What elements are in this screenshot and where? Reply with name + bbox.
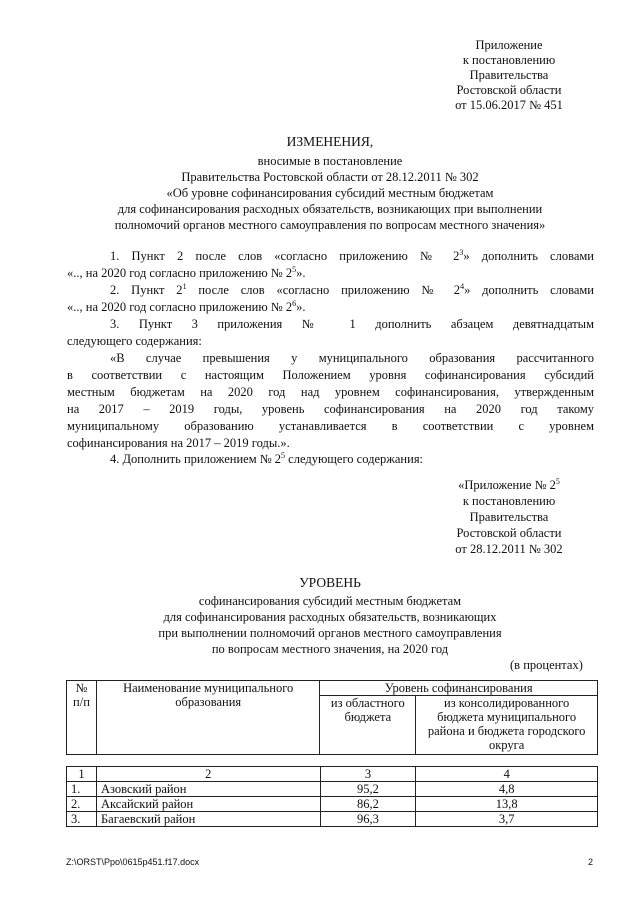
item-2-line: «.., на 2020 год согласно приложению № $2^6$». [67,298,306,314]
column-number: 4 [416,767,598,782]
appendix-header-line: к постановлению [462,53,556,67]
item-2-line: 2. Пункт $2^1$ после слов «согласно приложению № $2^4$» дополнить словами [110,281,594,297]
appendix-header-line: Ростовской области [456,83,562,97]
appendix-2-header-line: к постановлению [462,494,556,508]
title-line: для софинансирования расходных обязательств, возникающих при выполнении [117,202,543,216]
quote-line: на 2017 – 2019 годы, уровень софинансирования на 2020 год такому [67,402,594,416]
appendix-2-header-line: Правительства [469,510,549,524]
column-number: 3 [320,767,416,782]
column-number: 1 [67,767,97,782]
table-row [67,812,598,827]
cofinancing-table [66,766,598,827]
appendix-2-header-line: от 28.12.2011 № 302 [455,542,563,556]
header-name-cell: Наименование муниципального образования [96,681,319,755]
title-line: вносимые в постановление [257,154,403,168]
appendix-2-header [420,477,598,557]
appendix-header-line: от 15.06.2017 № 451 [455,98,563,112]
row-regional: 96,3 [320,812,416,827]
level-title-line: по вопросам местного значения, на 2020 год [211,642,449,656]
item-1-line: «.., на 2020 год согласно приложению № $2^5$». [67,264,306,280]
quote-line: софинансирования на 2017 – 2019 годы.». [67,436,290,450]
appendix-2-header-line: «Приложение № $2^5$ [458,476,560,492]
level-title-line: для софинансирования расходных обязательств, возникающих [163,610,497,624]
document-title: ИЗМЕНЕНИЯ, [286,134,374,149]
appendix-header-line: Приложение [475,38,543,52]
row-consolidated: 3,7 [416,812,598,827]
row-regional: 86,2 [320,797,416,812]
item-3-line: следующего содержания: [67,334,202,348]
quote-line: муниципальному образованию устанавливается в соответствии с уровнем [67,419,594,433]
appendix-header-line: Правительства [469,68,549,82]
row-number: 2. [67,797,97,812]
row-number: 3. [67,812,97,827]
level-title-line: при выполнении полномочий органов местного самоуправления [158,626,502,640]
quote-line: в соответствии с настоящим Положением уровня софинансирования субсидий [67,368,594,382]
file-path: Z:\ORST\Ppo\0615p451.f17.docx [66,857,200,867]
row-consolidated: 13,8 [416,797,598,812]
appendix-header [420,38,598,113]
row-name: Аксайский район [96,797,320,812]
title-line: «Об уровне софинансирования субсидий местным бюджетам [166,186,494,200]
page-number: 2 [588,857,594,867]
unit-label: (в процентах) [510,658,583,672]
header-number-cell: № п/п [67,681,97,755]
table-row [67,797,598,812]
row-name: Багаевский район [96,812,320,827]
quote-line: местным бюджетам на 2020 год над уровнем софинансирования, утвержденным [67,385,594,399]
quote-line: «В случае превышения у муниципального образования рассчитанного [110,351,594,365]
level-title: УРОВЕНЬ [299,575,361,590]
header-consolidated-cell: из консолидированного бюджета муниципального района и бюджета городского округа [416,696,598,755]
table-row [67,782,598,797]
item-4-line: 4. Дополнить приложением № $2^5$ следующего содержания: [110,450,424,466]
row-number: 1. [67,782,97,797]
row-regional: 95,2 [320,782,416,797]
header-level-cell: Уровень софинансирования [320,681,598,696]
item-1-line: 1. Пункт 2 после слов «согласно приложению № $2^3$» дополнить словами [110,247,594,263]
level-title-line: софинансирования субсидий местным бюджетам [198,594,462,608]
cofinancing-header-table [66,680,598,755]
item-3-line: 3. Пункт 3 приложения № 1 дополнить абзацем девятнадцатым [110,317,594,331]
column-number: 2 [96,767,320,782]
header-regional-cell: из областного бюджета [320,696,416,755]
title-line: Правительства Ростовской области от 28.12.2011 № 302 [181,170,479,184]
appendix-2-header-line: Ростовской области [456,526,562,540]
title-line: полномочий органов местного самоуправления по вопросам местного значения» [114,218,546,232]
row-consolidated: 4,8 [416,782,598,797]
column-number-row [67,767,598,782]
row-name: Азовский район [96,782,320,797]
